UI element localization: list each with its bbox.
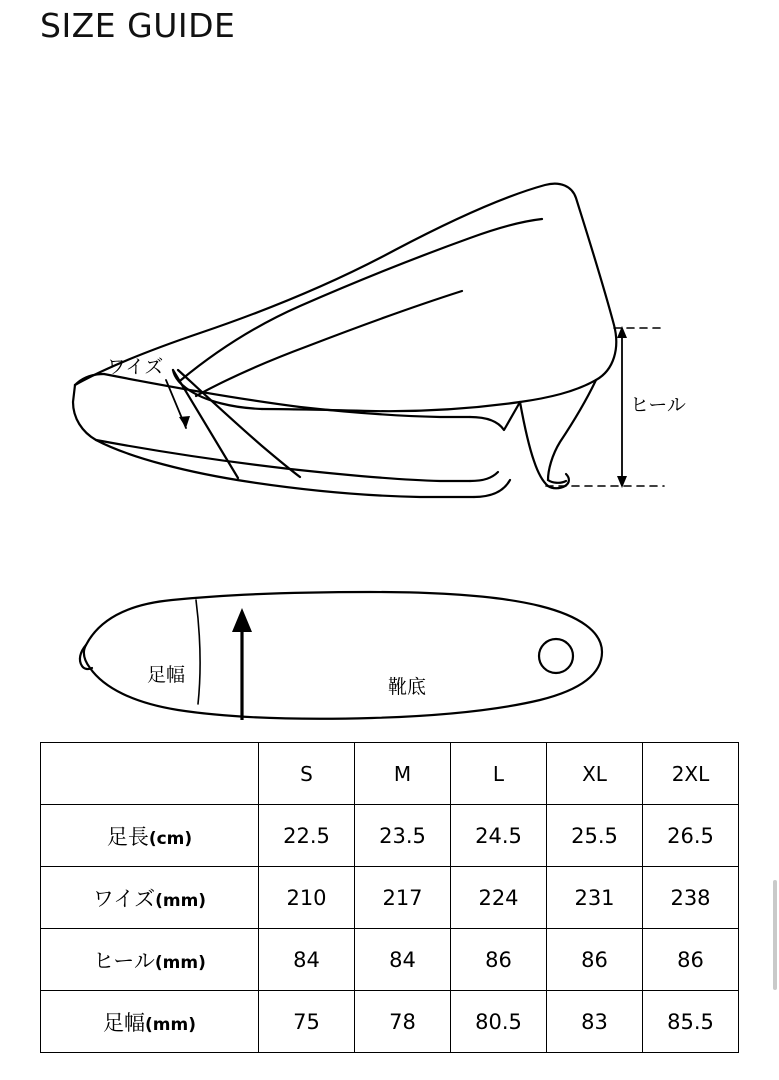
row-unit: (mm) xyxy=(145,1014,196,1035)
column-header-s: S xyxy=(259,743,355,805)
row-unit: (cm) xyxy=(148,828,193,849)
row-header-foot-length xyxy=(41,805,259,867)
row-label: ヒール xyxy=(93,948,155,973)
cell-width-m: 217 xyxy=(355,867,451,929)
column-header-m: M xyxy=(355,743,451,805)
column-header-2xl: 2XL xyxy=(643,743,739,805)
row-label: 足幅 xyxy=(103,1010,146,1035)
cell-heel-l: 86 xyxy=(451,929,547,991)
row-unit: (mm) xyxy=(154,952,206,973)
cell-foot-width-xl: 83 xyxy=(547,991,643,1053)
cell-foot-width-2xl: 85.5 xyxy=(643,991,739,1053)
row-label: ワイズ xyxy=(92,886,156,911)
cell-foot-length-m: 23.5 xyxy=(355,805,451,867)
cell-foot-length-l: 24.5 xyxy=(451,805,547,867)
cell-heel-m: 84 xyxy=(355,929,451,991)
cell-foot-length-xl: 25.5 xyxy=(547,805,643,867)
cell-foot-length-s: 22.5 xyxy=(259,805,355,867)
cell-foot-width-l: 80.5 xyxy=(451,991,547,1053)
cell-heel-s: 84 xyxy=(259,929,355,991)
cell-foot-width-m: 78 xyxy=(355,991,451,1053)
label-sole: 靴底 xyxy=(388,676,427,698)
column-header-l: L xyxy=(451,743,547,805)
cell-heel-xl: 86 xyxy=(547,929,643,991)
column-header-xl: XL xyxy=(547,743,643,805)
table-row xyxy=(41,929,739,991)
cell-width-xl: 231 xyxy=(547,867,643,929)
page-title: SIZE GUIDE xyxy=(40,6,236,45)
cell-foot-length-2xl: 26.5 xyxy=(643,805,739,867)
table-corner-cell xyxy=(41,743,259,805)
shoe-diagram xyxy=(0,80,779,720)
row-header-heel xyxy=(41,929,259,991)
size-table xyxy=(40,742,739,1053)
scrollbar-thumb[interactable] xyxy=(773,880,777,990)
table-row xyxy=(41,805,739,867)
table-header-row xyxy=(41,743,739,805)
label-foot-width: 足幅 xyxy=(147,664,186,686)
row-label: 足長 xyxy=(106,824,149,849)
label-width: ワイズ xyxy=(107,356,164,378)
cell-heel-2xl: 86 xyxy=(643,929,739,991)
row-unit: (mm) xyxy=(155,890,207,911)
label-heel: ヒール xyxy=(630,394,686,416)
table-row xyxy=(41,991,739,1053)
cell-foot-width-s: 75 xyxy=(259,991,355,1053)
table-row xyxy=(41,867,739,929)
cell-width-l: 224 xyxy=(451,867,547,929)
row-header-foot-width xyxy=(41,991,259,1053)
cell-width-2xl: 238 xyxy=(643,867,739,929)
row-header-width xyxy=(41,867,259,929)
cell-width-s: 210 xyxy=(259,867,355,929)
